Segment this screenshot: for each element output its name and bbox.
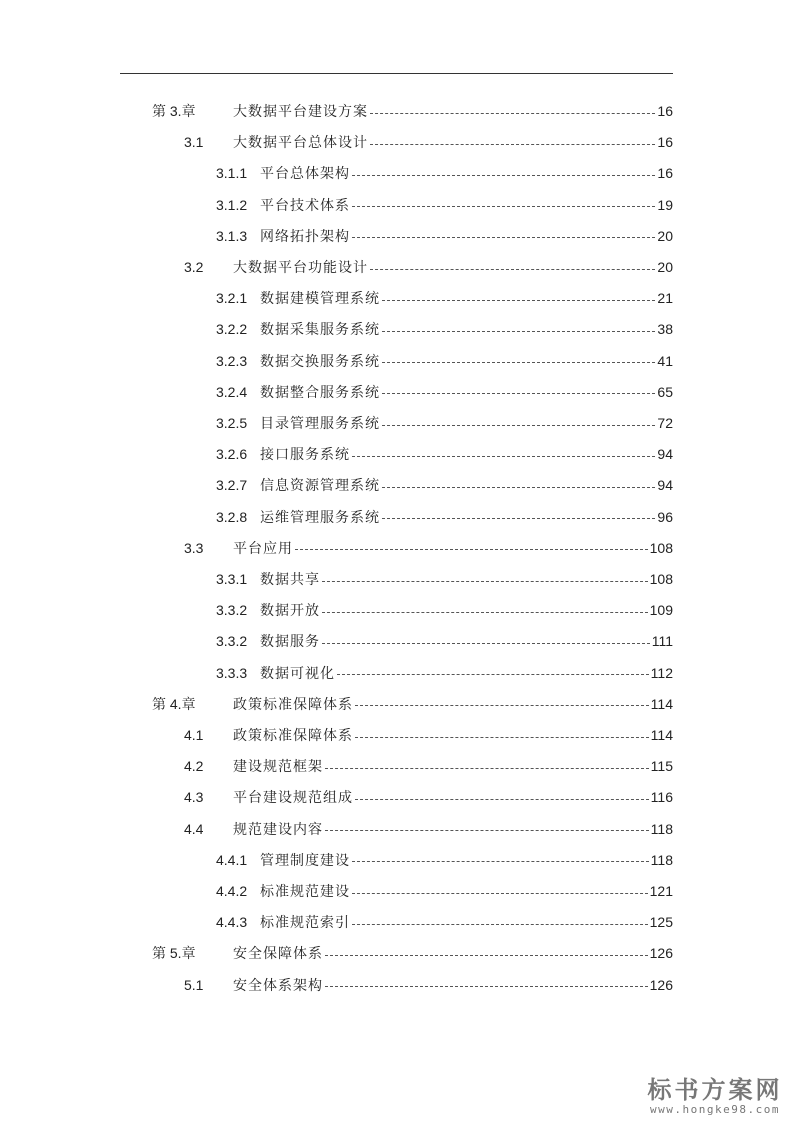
toc-entry[interactable] — [216, 443, 673, 465]
toc-title: 大数据平台总体设计 — [233, 134, 368, 151]
toc-title: 数据整合服务系统 — [260, 383, 380, 400]
toc-title: 规范建设内容 — [233, 820, 323, 837]
toc-page-number: 94 — [657, 477, 673, 494]
toc-page-number: 112 — [650, 664, 673, 681]
toc-page-number: 111 — [651, 633, 673, 650]
toc-entry[interactable] — [216, 630, 673, 652]
toc-entry[interactable] — [216, 350, 673, 372]
toc-number: 3.1.1 — [216, 165, 248, 182]
toc-number: 3.3.2 — [216, 602, 248, 619]
toc-page-number: 109 — [649, 602, 673, 619]
toc-leader — [355, 705, 649, 706]
toc-entry[interactable] — [216, 474, 673, 496]
toc-title: 目录管理服务系统 — [260, 415, 380, 431]
toc-page-number: 20 — [657, 227, 673, 244]
toc-number: 3.3.1 — [216, 571, 248, 587]
toc-title: 安全体系架构 — [233, 976, 323, 993]
toc-leader — [370, 269, 655, 270]
toc-page-number: 41 — [657, 352, 673, 369]
toc-title: 政策标准保障体系 — [233, 727, 353, 743]
toc-title: 平台应用 — [233, 539, 293, 556]
toc-number: 5.1 — [184, 976, 204, 993]
toc-leader — [325, 768, 649, 769]
toc-leader — [352, 175, 655, 176]
toc-number: 3.2.5 — [216, 415, 248, 431]
toc-leader — [325, 830, 649, 831]
toc-entry[interactable] — [184, 755, 673, 777]
toc-page-number: 126 — [649, 976, 673, 993]
toc-page-number: 125 — [649, 914, 673, 931]
toc-entry[interactable] — [216, 662, 673, 684]
toc-page-number: 16 — [657, 103, 673, 119]
toc-title: 数据交换服务系统 — [260, 352, 380, 369]
toc-title: 运维管理服务系统 — [260, 508, 380, 525]
toc-page-number: 126 — [649, 945, 673, 962]
toc-number: 3.2 — [184, 259, 204, 275]
toc-leader — [352, 237, 655, 238]
toc-leader — [295, 549, 648, 550]
toc-number: 3.3.3 — [216, 664, 248, 681]
toc-entry[interactable] — [152, 942, 673, 964]
toc-number: 第 4.章 — [152, 695, 196, 712]
toc-number: 4.4.1 — [216, 851, 248, 868]
toc-title: 标准规范建设 — [260, 883, 350, 899]
toc-number: 3.3 — [184, 539, 204, 556]
toc-number: 4.2 — [184, 758, 204, 775]
toc-title: 数据可视化 — [260, 664, 335, 681]
toc-title: 标准规范索引 — [260, 914, 350, 931]
toc-page-number: 121 — [649, 883, 673, 899]
toc-leader — [355, 799, 649, 800]
toc-page-number: 38 — [657, 321, 673, 338]
toc-entry[interactable] — [216, 568, 673, 590]
watermark-logo — [640, 1070, 790, 1116]
toc-page-number: 115 — [650, 758, 673, 775]
toc-title: 数据服务 — [260, 633, 320, 650]
toc-number: 3.1.3 — [216, 227, 248, 244]
toc-number: 3.2.2 — [216, 321, 248, 338]
toc-title: 信息资源管理系统 — [260, 477, 380, 494]
toc-entry[interactable] — [184, 131, 673, 153]
toc-entry[interactable] — [184, 974, 673, 996]
toc-entry[interactable] — [184, 818, 673, 840]
toc-number: 3.2.8 — [216, 508, 248, 525]
toc-leader — [382, 331, 655, 332]
toc-leader — [382, 487, 655, 488]
toc-page-number: 108 — [649, 571, 673, 587]
toc-page-number: 72 — [657, 415, 673, 431]
toc-entry[interactable] — [184, 786, 673, 808]
toc-entry[interactable] — [184, 256, 673, 278]
toc-title: 平台建设规范组成 — [233, 789, 353, 806]
toc-entry[interactable] — [184, 537, 673, 559]
watermark-url: www.hongke98.com — [650, 1103, 780, 1116]
toc-leader — [370, 113, 655, 114]
toc-leader — [352, 861, 649, 862]
toc-entry[interactable] — [216, 911, 673, 933]
toc-leader — [352, 456, 655, 457]
toc-number: 3.2.4 — [216, 383, 248, 400]
toc-leader — [382, 393, 655, 394]
toc-leader — [322, 612, 648, 613]
toc-leader — [325, 955, 648, 956]
toc-title: 数据建模管理系统 — [260, 290, 380, 307]
toc-title: 网络拓扑架构 — [260, 227, 350, 244]
toc-page-number: 21 — [657, 290, 673, 307]
toc-title: 管理制度建设 — [260, 851, 350, 868]
watermark-name: 标书方案网 — [647, 1076, 783, 1104]
toc-entry[interactable] — [216, 194, 673, 216]
toc-page-number: 118 — [650, 851, 673, 868]
toc-title: 政策标准保障体系 — [233, 695, 353, 712]
toc-entry[interactable] — [216, 880, 673, 902]
toc-number: 4.4.2 — [216, 883, 248, 899]
toc-title: 数据开放 — [260, 602, 320, 619]
toc-page-number: 65 — [657, 383, 673, 400]
toc-leader — [355, 737, 649, 738]
toc-entry[interactable] — [216, 412, 673, 434]
toc-entry[interactable] — [216, 225, 673, 247]
toc-page-number: 108 — [649, 539, 673, 556]
toc-page-number: 96 — [657, 508, 673, 525]
toc-title: 安全保障体系 — [233, 945, 323, 962]
toc-entry[interactable] — [152, 693, 673, 715]
toc-entry[interactable] — [216, 162, 673, 184]
toc-leader — [382, 300, 655, 301]
toc-number: 第 5.章 — [152, 945, 196, 962]
toc-leader — [322, 581, 648, 582]
toc-number: 4.4.3 — [216, 914, 248, 931]
toc-entry[interactable] — [216, 849, 673, 871]
toc-entry[interactable] — [216, 506, 673, 528]
toc-page-number: 19 — [657, 196, 673, 213]
toc-number: 4.3 — [184, 789, 204, 806]
header-rule — [120, 73, 673, 74]
toc-number: 4.4 — [184, 820, 204, 837]
toc-leader — [337, 674, 649, 675]
toc-page-number: 114 — [650, 695, 673, 712]
toc-entry[interactable] — [216, 318, 673, 340]
toc-leader — [352, 924, 648, 925]
toc-title: 大数据平台功能设计 — [233, 259, 368, 275]
toc-number: 3.3.2 — [216, 633, 248, 650]
toc-number: 4.1 — [184, 727, 204, 743]
toc-page-number: 94 — [657, 446, 673, 463]
toc-number: 3.2.1 — [216, 290, 248, 307]
toc-leader — [382, 518, 655, 519]
toc-page-number: 20 — [657, 259, 673, 275]
toc-page-number: 118 — [650, 820, 673, 837]
toc-page-number: 116 — [650, 789, 673, 806]
toc-number: 3.2.6 — [216, 446, 248, 463]
toc-leader — [382, 425, 655, 426]
toc-number: 3.2.3 — [216, 352, 248, 369]
toc-leader — [352, 893, 648, 894]
toc-title: 建设规范框架 — [233, 758, 323, 775]
toc-leader — [325, 986, 648, 987]
toc-leader — [322, 643, 650, 644]
toc-leader — [352, 206, 655, 207]
toc-entry[interactable] — [216, 287, 673, 309]
toc-leader — [382, 362, 655, 363]
toc-page-number: 114 — [650, 727, 673, 743]
toc-title: 平台技术体系 — [260, 196, 350, 213]
toc-number: 3.2.7 — [216, 477, 248, 494]
toc-title: 数据采集服务系统 — [260, 321, 380, 338]
toc-page-number: 16 — [657, 134, 673, 151]
toc-entry[interactable] — [152, 100, 673, 122]
toc-title: 大数据平台建设方案 — [233, 103, 368, 119]
toc-page-number: 16 — [657, 165, 673, 182]
toc-leader — [370, 144, 655, 145]
toc-number: 3.1.2 — [216, 196, 248, 213]
toc-title: 数据共享 — [260, 571, 320, 587]
toc-number: 3.1 — [184, 134, 204, 151]
toc-number: 第 3.章 — [152, 103, 196, 119]
toc-entry[interactable] — [216, 381, 673, 403]
toc-entry[interactable] — [216, 599, 673, 621]
toc-title: 接口服务系统 — [260, 446, 350, 463]
toc-entry[interactable] — [184, 724, 673, 746]
toc-title: 平台总体架构 — [260, 165, 350, 182]
